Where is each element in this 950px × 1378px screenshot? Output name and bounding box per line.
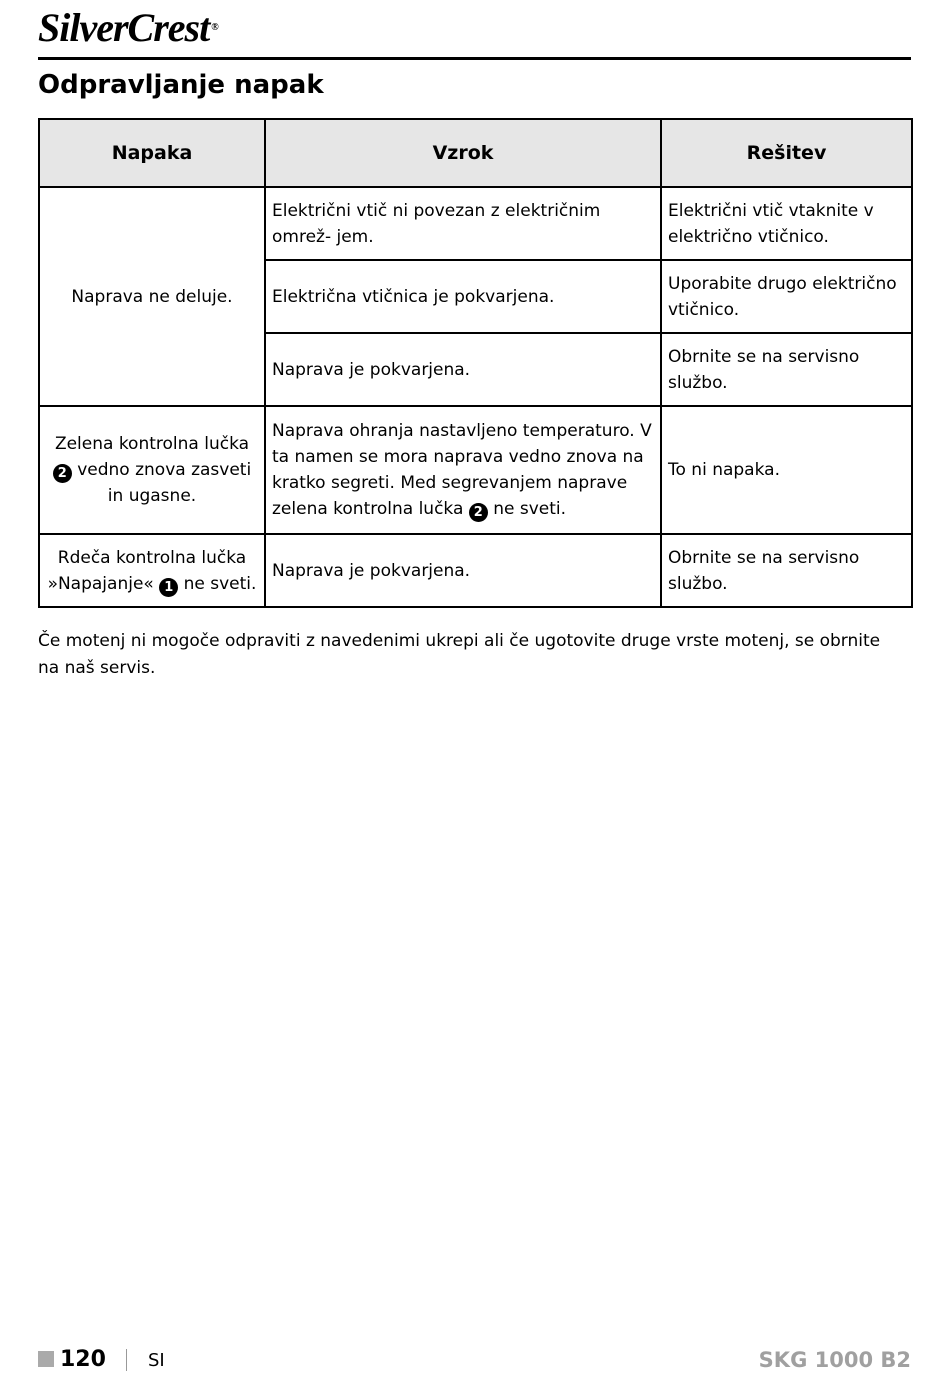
header-solution: Rešitev (661, 119, 912, 187)
solution-cell: To ni napaka. (661, 406, 912, 534)
header-cause: Vzrok (265, 119, 661, 187)
cause-cell (265, 406, 661, 534)
solution-cell: Obrnite se na servisno službo. (661, 534, 912, 607)
cause-text: ne sveti. (493, 499, 567, 519)
table-row (39, 406, 912, 534)
solution-cell: Električni vtič vtaknite v električno vtičnico. (661, 187, 912, 260)
indicator-number-badge: 2 (469, 503, 488, 522)
solution-cell: Obrnite se na servisno službo. (661, 333, 912, 406)
fault-cell (39, 534, 265, 607)
header-rule (38, 57, 911, 60)
model-number: SKG 1000 B2 (758, 1348, 911, 1372)
cause-cell: Električna vtičnica je pokvarjena. (265, 260, 661, 333)
cause-cell: Naprava je pokvarjena. (265, 534, 661, 607)
fault-text: vedno znova zasveti in ugasne. (77, 460, 252, 506)
table-header-row (39, 119, 912, 187)
indicator-number-badge: 2 (53, 464, 72, 483)
table-row (39, 534, 912, 607)
page-title: Odpravljanje napak (38, 70, 324, 100)
indicator-number-badge: 1 (159, 578, 178, 597)
fault-cell: Naprava ne deluje. (39, 187, 265, 406)
registered-mark: ® (211, 22, 218, 33)
page-number: 120 (60, 1347, 106, 1372)
cause-cell: Naprava je pokvarjena. (265, 333, 661, 406)
service-note: Če motenj ni mogoče odpraviti z navedenimi ukrepi ali če ugotovite druge vrste motenj, se obrnite na naš servis. (38, 631, 881, 678)
footer-divider (126, 1349, 127, 1371)
fault-text: ne sveti. (183, 573, 257, 594)
brand-logo (38, 5, 218, 50)
solution-cell: Uporabite drugo električno vtičnico. (661, 260, 912, 333)
cause-cell: Električni vtič ni povezan z električnim omrež- jem. (265, 187, 661, 260)
fault-cell (39, 406, 265, 534)
page-footer (38, 1344, 911, 1378)
fault-text: Rdeča kontrolna lučka »Napajanje« (47, 547, 247, 594)
troubleshooting-table (38, 118, 913, 608)
cause-text: Naprava ohranja nastavljeno temperaturo. V ta namen se mora naprava vedno znova na kratko segreti. Med segrevanjem naprave zelena kontrolna lučka (272, 421, 652, 519)
brand-logo-text: SilverCrest (38, 5, 210, 50)
footer-square-icon (38, 1351, 54, 1367)
fault-text: Zelena kontrolna lučka (54, 434, 250, 454)
table-row (39, 187, 912, 260)
header-fault: Napaka (39, 119, 265, 187)
language-code: SI (148, 1350, 165, 1371)
